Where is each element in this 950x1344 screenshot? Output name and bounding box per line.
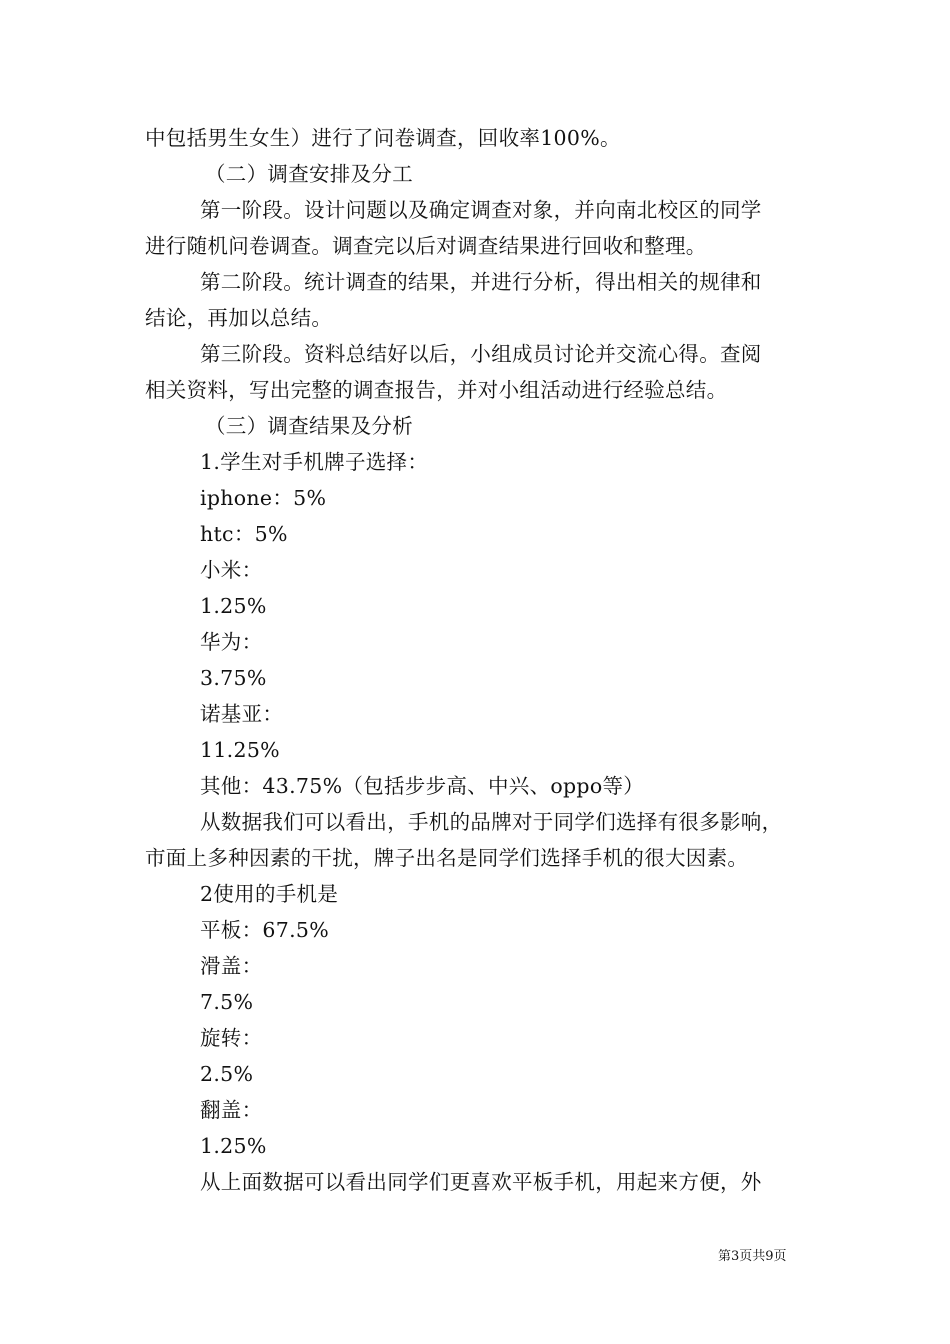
text-line-11: iphone：5% (200, 486, 327, 510)
text-line-13: 小米： (200, 558, 263, 582)
text-line-27: 2.5% (200, 1062, 254, 1086)
text-line-12: htc：5% (200, 522, 288, 546)
text-line-5: 第二阶段。统计调查的结果，并进行分析，得出相关的规律和 (200, 270, 762, 294)
section-heading-2: （二）调查安排及分工 (205, 162, 413, 186)
text-line-15: 华为： (200, 630, 263, 654)
text-line-18: 11.25% (200, 738, 280, 762)
text-line-19: 其他：43.75%（包括步步高、中兴、oppo等） (200, 774, 645, 798)
text-line-28: 翻盖： (200, 1098, 263, 1122)
text-line-1: 中包括男生女生）进行了问卷调查，回收率100%。 (145, 126, 621, 150)
text-line-14: 1.25% (200, 594, 267, 618)
page-number-footer: 第3页共9页 (718, 1249, 787, 1264)
text-line-20: 从数据我们可以看出，手机的品牌对于同学们选择有很多影响， (200, 810, 783, 834)
text-line-8: 相关资料，写出完整的调查报告，并对小组活动进行经验总结。 (145, 378, 728, 402)
text-line-17: 诺基亚： (200, 702, 284, 726)
section-heading-3: （三）调查结果及分析 (205, 414, 413, 438)
text-line-3: 第一阶段。设计问题以及确定调查对象，并向南北校区的同学 (200, 198, 762, 222)
text-line-4: 进行随机问卷调查。调查完以后对调查结果进行回收和整理。 (145, 234, 707, 258)
text-line-23: 平板：67.5% (200, 918, 330, 942)
text-line-6: 结论，再加以总结。 (145, 306, 333, 330)
text-line-29: 1.25% (200, 1134, 267, 1158)
text-line-10: 1.学生对手机牌子选择： (200, 450, 429, 474)
text-line-25: 7.5% (200, 990, 254, 1014)
text-line-30: 从上面数据可以看出同学们更喜欢平板手机，用起来方便，外 (200, 1170, 762, 1194)
text-line-16: 3.75% (200, 666, 267, 690)
text-line-26: 旋转： (200, 1026, 263, 1050)
text-line-7: 第三阶段。资料总结好以后，小组成员讨论并交流心得。查阅 (200, 342, 762, 366)
text-line-22: 2使用的手机是 (200, 882, 339, 906)
text-line-24: 滑盖： (200, 954, 263, 978)
text-line-21: 市面上多种因素的干扰，牌子出名是同学们选择手机的很大因素。 (145, 846, 749, 870)
